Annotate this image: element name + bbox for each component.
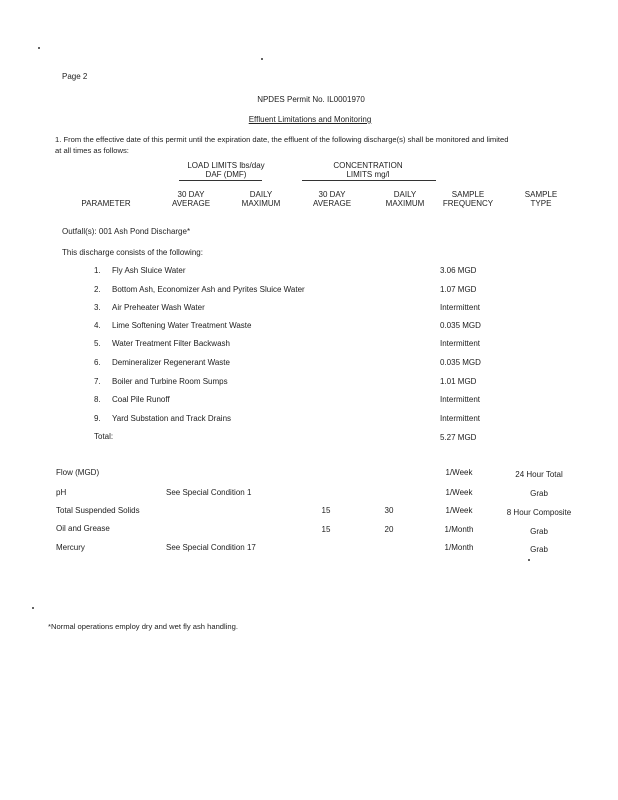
scan-speck (528, 559, 530, 561)
scan-speck (32, 607, 34, 609)
col-parameter: PARAMETER (81, 199, 131, 208)
param-name: Mercury (56, 543, 85, 552)
param-note: See Special Condition 1 (166, 488, 252, 497)
item-number: 9. (94, 414, 101, 423)
item-number: 5. (94, 339, 101, 348)
param-sample-type: Grab (530, 545, 548, 554)
concentration-unit: LIMITS mg/l (346, 170, 390, 179)
total-label: Total: (94, 432, 114, 441)
param-name: Oil and Grease (56, 524, 110, 533)
intro-line-2: at all times as follows: (55, 146, 129, 155)
permit-title: NPDES Permit No. IL0001970 (257, 95, 365, 104)
param-name: Flow (MGD) (56, 468, 100, 477)
footnote: *Normal operations employ dry and wet fly ash handling. (48, 622, 238, 631)
col-frequency: SAMPLE (451, 190, 485, 199)
col-type: SAMPLE (524, 190, 558, 199)
outfall-label: Outfall(s): 001 Ash Pond Discharge* (62, 227, 191, 236)
intro-line-1: 1. From the effective date of this permit until the expiration date, the effluent of the following discharge(s) shall be monitored and limited (55, 135, 509, 144)
item-name: Air Preheater Wash Water (112, 303, 205, 312)
col-frequency-sub: FREQUENCY (442, 199, 494, 208)
param-sample-type: Grab (530, 527, 548, 536)
item-number: 2. (94, 285, 101, 294)
page-label: Page 2 (62, 72, 88, 81)
col-load-daily: DAILY (249, 190, 273, 199)
param-name: Total Suspended Solids (56, 506, 140, 515)
concentration-rule (302, 180, 436, 181)
param-conc-avg: 15 (321, 525, 331, 534)
param-frequency: 1/Month (444, 543, 474, 552)
item-number: 4. (94, 321, 101, 330)
item-flow: Intermittent (440, 414, 481, 423)
param-conc-avg: 15 (321, 506, 331, 515)
param-note: See Special Condition 17 (166, 543, 256, 552)
param-frequency: 1/Week (445, 506, 473, 515)
item-number: 1. (94, 266, 101, 275)
item-number: 7. (94, 377, 101, 386)
item-name: Coal Pile Runoff (112, 395, 170, 404)
item-number: 3. (94, 303, 101, 312)
item-name: Bottom Ash, Economizer Ash and Pyrites Sluice Water (112, 285, 305, 294)
param-sample-type: 8 Hour Composite (506, 508, 572, 517)
item-flow: Intermittent (440, 303, 481, 312)
param-frequency: 1/Month (444, 525, 474, 534)
item-name: Fly Ash Sluice Water (112, 266, 186, 275)
param-sample-type: 24 Hour Total (515, 470, 563, 479)
item-flow: Intermittent (440, 395, 481, 404)
param-name: pH (56, 488, 67, 497)
item-flow: 0.035 MGD (440, 321, 481, 330)
col-conc-30day: 30 DAY (318, 190, 346, 199)
load-limits-header: LOAD LIMITS lbs/day (187, 161, 265, 170)
item-flow: 0.035 MGD (440, 358, 481, 367)
item-number: 8. (94, 395, 101, 404)
param-frequency: 1/Week (445, 468, 473, 477)
param-conc-max: 30 (384, 506, 394, 515)
col-type-sub: TYPE (530, 199, 552, 208)
item-flow: Intermittent (440, 339, 481, 348)
item-flow: 1.07 MGD (440, 285, 477, 294)
concentration-header: CONCENTRATION (333, 161, 403, 170)
section-title: Effluent Limitations and Monitoring (248, 115, 372, 124)
col-conc-daily: DAILY (393, 190, 417, 199)
col-load-daily-sub: MAXIMUM (241, 199, 281, 208)
param-conc-max: 20 (384, 525, 394, 534)
item-name: Yard Substation and Track Drains (112, 414, 232, 423)
item-name: Water Treatment Filter Backwash (112, 339, 230, 348)
load-limits-rule (179, 180, 262, 181)
total-flow: 5.27 MGD (440, 433, 477, 442)
col-conc-daily-sub: MAXIMUM (385, 199, 425, 208)
col-load-30day-sub: AVERAGE (171, 199, 211, 208)
col-conc-30day-sub: AVERAGE (312, 199, 352, 208)
param-frequency: 1/Week (445, 488, 473, 497)
discharge-intro: This discharge consists of the following: (62, 248, 203, 257)
scan-speck (261, 58, 263, 60)
item-name: Boiler and Turbine Room Sumps (112, 377, 228, 386)
item-flow: 3.06 MGD (440, 266, 477, 275)
item-flow: 1.01 MGD (440, 377, 477, 386)
item-name: Lime Softening Water Treatment Waste (112, 321, 252, 330)
col-load-30day: 30 DAY (177, 190, 205, 199)
load-limits-unit: DAF (DMF) (205, 170, 247, 179)
param-sample-type: Grab (530, 489, 548, 498)
item-number: 6. (94, 358, 101, 367)
scan-speck (38, 47, 40, 49)
item-name: Demineralizer Regenerant Waste (112, 358, 230, 367)
